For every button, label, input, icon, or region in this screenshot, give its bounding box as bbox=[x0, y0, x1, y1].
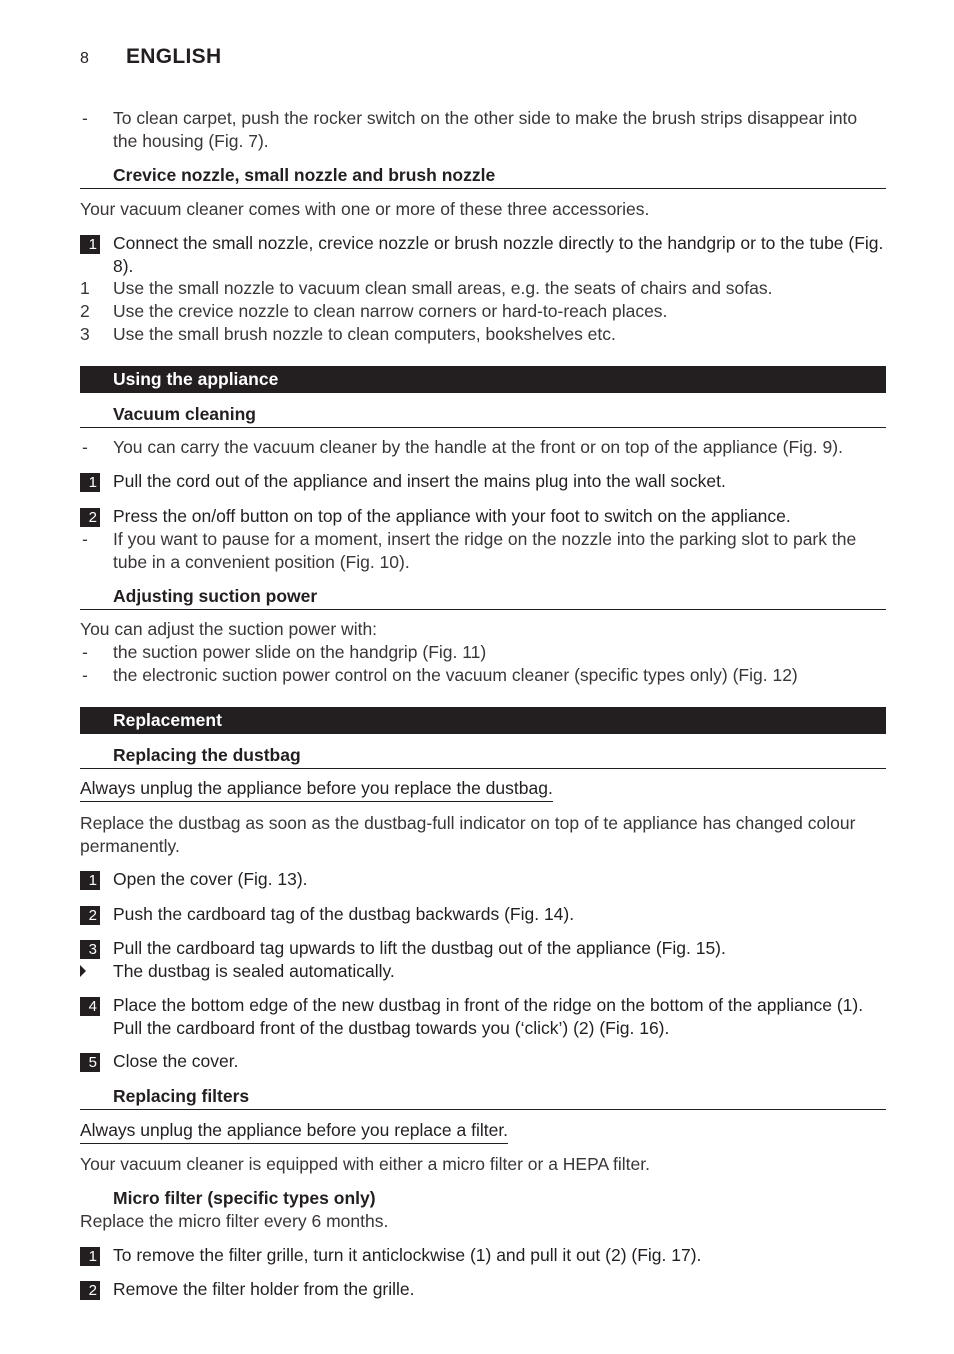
adjusting-suction-heading: Adjusting suction power bbox=[80, 584, 886, 610]
list-item: the electronic suction power control on the vacuum cleaner (specific types only) (Fig. 12) bbox=[113, 665, 798, 685]
warning-dustbag: Always unplug the appliance before you replace the dustbag. bbox=[80, 777, 553, 802]
list-item: Use the crevice nozzle to clean narrow corners or hard-to-reach places. bbox=[113, 301, 668, 321]
list-item: Use the small nozzle to vacuum clean small areas, e.g. the seats of chairs and sofas. bbox=[113, 278, 773, 298]
language-title: ENGLISH bbox=[126, 45, 222, 68]
using-bullet-1: - You can carry the vacuum cleaner by the handle at the front or on top of the appliance (Fig. 9). bbox=[82, 437, 843, 457]
section-bar-using: Using the appliance bbox=[80, 366, 886, 393]
dustbag-step-2: 2 Push the cardboard tag of the dustbag backwards (Fig. 14). bbox=[80, 903, 886, 926]
warning-filter: Always unplug the appliance before you replace a filter. bbox=[80, 1119, 508, 1144]
dustbag-step-1: 1 Open the cover (Fig. 13). bbox=[80, 868, 886, 891]
replacing-dustbag-heading: Replacing the dustbag bbox=[80, 743, 886, 769]
filters-para: Your vacuum cleaner is equipped with either a micro filter or a HEPA filter. bbox=[80, 1154, 650, 1174]
dustbag-step-3: 3 Pull the cardboard tag upwards to lift the dustbag out of the appliance (Fig. 15). The dustbag is sealed automatically. bbox=[80, 937, 886, 983]
dustbag-para: Replace the dustbag as soon as the dustbag-full indicator on top of te appliance has changed colour permanently. bbox=[80, 813, 856, 856]
result-arrow-icon bbox=[80, 965, 86, 977]
list-item: the suction power slide on the handgrip (Fig. 11) bbox=[113, 642, 487, 662]
adjust-para: You can adjust the suction power with: bbox=[80, 619, 378, 639]
using-step-1: 1 Pull the cord out of the appliance and insert the mains plug into the wall socket. bbox=[80, 470, 886, 493]
micro-step-2: 2 Remove the filter holder from the grille. bbox=[80, 1278, 886, 1301]
page-header bbox=[80, 45, 221, 75]
step-text: Connect the small nozzle, crevice nozzle or brush nozzle directly to the handgrip or to the tube (Fig. 8). bbox=[113, 233, 884, 276]
micro-filter-para: Replace the micro filter every 6 months. bbox=[80, 1211, 389, 1231]
intro-bullet-text: To clean carpet, push the rocker switch on the other side to make the brush strips disappear into the housing (Fig. 7). bbox=[113, 108, 858, 151]
micro-filter-heading: Micro filter (specific types only) bbox=[113, 1188, 376, 1208]
adjust-bullets: - the suction power slide on the handgrip (Fig. 11) - the electronic suction power control on the vacuum cleaner (specific types only) (Fig. 12) bbox=[80, 641, 886, 687]
dustbag-step-4: 4 Place the bottom edge of the new dustbag in front of the ridge on the bottom of the appliance (1). Pull the cardboard front of the dustbag towards you (‘click’) (2) (Fig. 16). bbox=[80, 994, 886, 1040]
crevice-para: Your vacuum cleaner comes with one or more of these three accessories. bbox=[80, 199, 650, 219]
using-step-2: 2 Press the on/off button on top of the appliance with your foot to switch on the appliance. bbox=[80, 505, 886, 528]
page-number: 8 bbox=[80, 50, 89, 67]
intro-bullet: - To clean carpet, push the rocker switch on the other side to make the brush strips disappear into the housing (Fig. 7). bbox=[80, 107, 886, 153]
step-result: The dustbag is sealed automatically. bbox=[113, 961, 395, 981]
crevice-step-1 bbox=[80, 232, 886, 278]
section-bar-replacement: Replacement bbox=[80, 707, 886, 734]
list-item: Use the small brush nozzle to clean computers, bookshelves etc. bbox=[113, 324, 616, 344]
crevice-list: 1 Use the small nozzle to vacuum clean small areas, e.g. the seats of chairs and sofas. 2 Use the crevice nozzle to clean narrow corners or hard-to-reach places. 3 Use the small brush nozzle to clean computers, bookshelves etc. bbox=[80, 277, 886, 346]
crevice-heading: Crevice nozzle, small nozzle and brush nozzle bbox=[80, 163, 886, 189]
dustbag-step-5: 5 Close the cover. bbox=[80, 1050, 886, 1073]
using-bullet-2: - If you want to pause for a moment, insert the ridge on the nozzle into the parking slot to park the tube in a convenient position (Fig. 10). bbox=[82, 529, 857, 572]
replacing-filters-heading: Replacing filters bbox=[80, 1084, 886, 1110]
step-number: 1 bbox=[80, 235, 100, 254]
micro-step-1: 1 To remove the filter grille, turn it anticlockwise (1) and pull it out (2) (Fig. 17). bbox=[80, 1244, 886, 1267]
vacuum-cleaning-heading: Vacuum cleaning bbox=[80, 402, 886, 428]
